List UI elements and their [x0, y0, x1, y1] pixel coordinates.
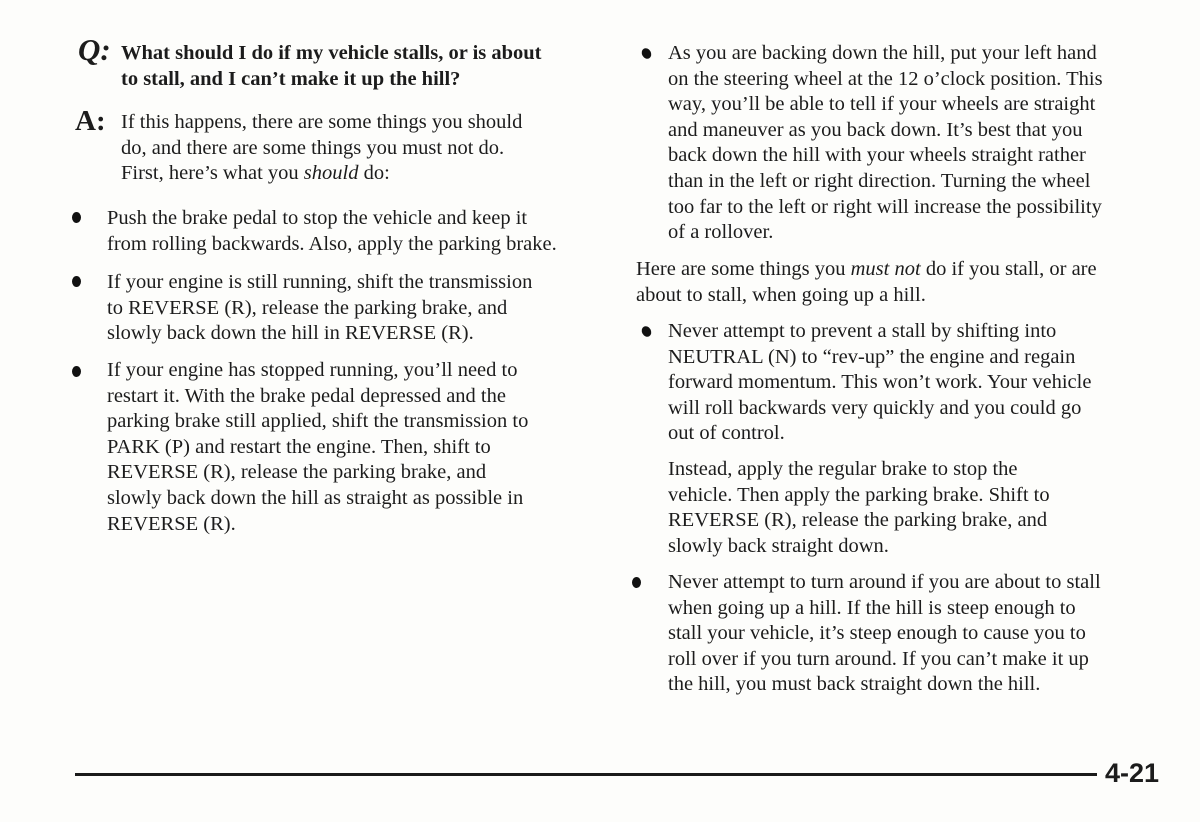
question-label: Q:	[78, 32, 111, 67]
left-bullet-2: If your engine is still running, shift the transmission to REVERSE (R), release the parking brake, and slowly back down the hill in REVERSE (R).	[107, 271, 533, 345]
emphasis-should: should	[303, 162, 359, 185]
right-bullet-2: Never attempt to prevent a stall by shifting into NEUTRAL (N) to “rev-up” the engine and regain forward momentum. This won’t work. Your vehicle will roll backwards very quickly and you could go out of control.	[668, 320, 1092, 445]
question-text: What should I do if my vehicle stalls, or is about to stall, and I can’t make it up the hill?	[121, 42, 542, 90]
bullet-icon	[640, 46, 653, 60]
right-bullet-3: Never attempt to turn around if you are about to stall when going up a hill. If the hill is steep enough to stall your vehicle, it’s steep enough to cause you to roll over if you turn around. If you can’t make it up the hill, you must back straight down the hill.	[668, 571, 1101, 696]
right-bullet-1: As you are backing down the hill, put your left hand on the steering wheel at the 12 o’clock position. This way, you’ll be able to tell if your wheels are straight and maneuver as you back down. It’s best that you back down the hill with your wheels straight rather than in the left or right direction. Turning the wheel too far to the left or right will increase the possibility of a rollover.	[668, 42, 1103, 244]
answer-label: A:	[75, 105, 106, 137]
bullet-icon	[72, 212, 81, 223]
bullet-icon	[72, 366, 81, 377]
left-bullet-3: If your engine has stopped running, you’ll need to restart it. With the brake pedal depressed and the parking brake still applied, shift the transmission to PARK (P) and restart the engine. Then, shift to REVERSE (R), release the parking brake, and slowly back down the hill as straight as possible in REVERSE (R).	[107, 359, 529, 535]
right-intro: Here are some things you must not do if you stall, or are about to stall, when going up a hill.	[636, 258, 1097, 306]
emphasis-must-not: must not	[850, 258, 921, 280]
bullet-icon	[72, 276, 81, 287]
page-number: 4-21	[1105, 758, 1160, 788]
answer-text: If this happens, there are some things you should do, and there are some things you must not do. First, here’s what you should do:	[121, 111, 523, 185]
bullet-icon	[640, 324, 653, 338]
footer-rule	[75, 773, 1097, 776]
left-bullet-1: Push the brake pedal to stop the vehicle and keep it from rolling backwards. Also, apply the parking brake.	[107, 207, 557, 255]
bullet-icon	[632, 577, 641, 588]
right-bullet-2-followup: Instead, apply the regular brake to stop the vehicle. Then apply the parking brake. Shift to REVERSE (R), release the parking brake, and slowly back straight down.	[668, 458, 1050, 557]
